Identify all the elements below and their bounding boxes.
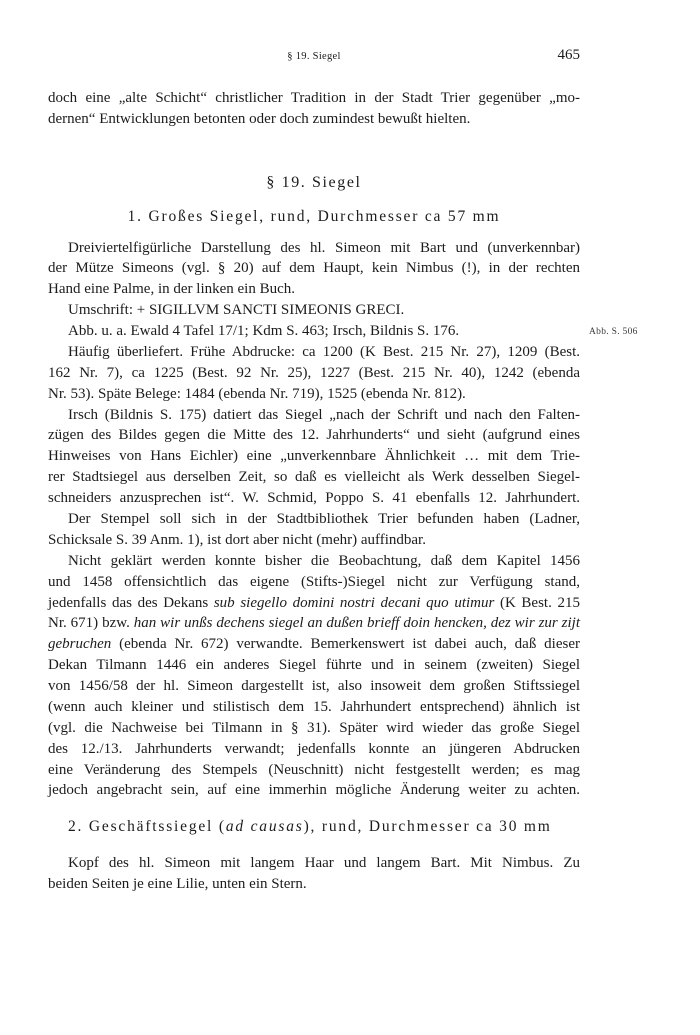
- running-header-title: § 19. Siegel: [287, 51, 341, 62]
- heading-italic: ad causas: [225, 818, 304, 835]
- seal1-line: Häufig überliefert. Frühe Abdrucke: ca 1200 (K Best. 215 Nr. 27), 1209 (Best.: [68, 343, 580, 360]
- seal1-line: zügen des Bildes gegen die Mitte des 12. Jahrhunderts“ und sieht (aufgrund eines: [48, 427, 580, 444]
- margin-note: Abb. S. 506: [589, 327, 638, 337]
- seal1-line: Irsch (Bildnis S. 175) datiert das Siegel „nach der Schrift und nach den Falten-: [68, 406, 580, 423]
- seal1-line: Umschrift: + SIGILLVM SANCTI SIMEONIS GRECI.: [68, 302, 405, 319]
- seal2-heading: [68, 816, 552, 838]
- seal1-line: Dreiviertelfigürliche Darstellung des hl. Simeon mit Bart und (unverkennbar): [68, 239, 580, 256]
- seal1-line: (vgl. die Nachweise bei Tilmann in § 31). Später wird wieder das große Siegel: [48, 719, 580, 736]
- seal1-line: Der Stempel soll sich in der Stadtbibliothek Trier befunden haben (Ladner,: [68, 510, 580, 527]
- seal1-line: des 12./13. Jahrhunderts verwandt; jedenfalls konnte an jüngeren Abdrucken: [48, 740, 580, 757]
- section-heading: § 19. Siegel: [266, 174, 362, 191]
- line-text: (K Best. 215: [494, 594, 580, 611]
- seal1-line: Nicht geklärt werden konnte bisher die Beobachtung, daß dem Kapitel 1456: [68, 552, 580, 569]
- seal1-line: Abb. u. a. Ewald 4 Tafel 17/1; Kdm S. 463; Irsch, Bildnis S. 176.: [68, 323, 460, 339]
- seal1-line: schneiders anzusprechen ist“. W. Schmid, Poppo S. 41 ebenfalls 12. Jahrhundert.: [48, 490, 580, 507]
- seal1-line: Hinweises von Hans Eichler) eine „unverkennbare Ähnlichkeit … mit dem Trie-: [48, 448, 580, 465]
- line-text: Nr. 671) bzw.: [48, 615, 134, 632]
- seal1-heading: 1. Großes Siegel, rund, Durchmesser ca 57 mm: [127, 208, 501, 225]
- intro-line: doch eine „alte Schicht“ christlicher Tradition in der Stadt Trier gegenüber „mo-: [48, 89, 580, 106]
- seal1-line: Schicksale S. 39 Anm. 1), ist dort aber nicht (mehr) auffindbar.: [48, 531, 426, 548]
- german-quotation: han wir unßs dechens siegel an dußen brieff doin hencken, dez wir zur zijt: [133, 615, 581, 632]
- seal1-line: [48, 634, 580, 655]
- seal1-line: rer Stadtsiegel aus derselben Zeit, so daß es vielleicht als Werk desselben Siegel-: [48, 469, 580, 486]
- seal1-line: und 1458 offensichtlich das eigene (Stifts-)Siegel nicht zur Verfügung stand,: [48, 573, 580, 590]
- seal1-line: von 1456/58 der hl. Simeon dargestellt ist, also insoweit dem großen Stiftssiegel: [48, 678, 580, 694]
- german-quotation: gebruchen: [48, 636, 112, 653]
- latin-quotation: sub siegello domini nostri decani quo utimur: [213, 594, 495, 611]
- seal1-line: [48, 613, 580, 634]
- page-number: 465: [557, 47, 580, 63]
- seal1-line: Dekan Tilmann 1446 ein anderes Siegel führte und in seinem (zweiten) Siegel: [48, 657, 580, 674]
- seal1-line: (wenn auch kleiner und stilistisch dem 15. Jahrhundert entsprechend) ähnlich ist: [48, 698, 580, 715]
- line-text: jedenfalls das des Dekans: [48, 594, 214, 611]
- seal1-line: der Mütze Simeons (vgl. § 20) auf dem Haupt, kein Nimbus (!), in der rechten: [48, 260, 580, 277]
- line-text: (ebenda Nr. 672) verwandte. Bemerkenswert ist dabei auch, daß dieser: [111, 636, 580, 653]
- seal2-line: beiden Seiten je eine Lilie, unten ein Stern.: [48, 875, 307, 892]
- seal1-line: 162 Nr. 7), ca 1225 (Best. 92 Nr. 25), 1227 (Best. 215 Nr. 40), 1242 (ebenda: [48, 364, 580, 381]
- seal1-line: Hand eine Palme, in der linken ein Buch.: [48, 281, 296, 298]
- seal1-line: Nr. 53). Späte Belege: 1484 (ebenda Nr. 719), 1525 (ebenda Nr. 812).: [48, 385, 466, 402]
- seal2-line: Kopf des hl. Simeon mit langem Haar und langem Bart. Mit Nimbus. Zu: [68, 854, 580, 871]
- seal1-line: [48, 593, 580, 614]
- heading-text: 2. Geschäftssiegel (: [68, 818, 226, 835]
- intro-line: dernen“ Entwicklungen betonten oder doch zumindest bewußt hielten.: [48, 110, 471, 127]
- seal1-line: jedoch angebracht sein, auf eine immerhin mögliche Änderung weiter zu achten.: [48, 782, 580, 799]
- heading-text: ), rund, Durchmesser ca 30 mm: [303, 818, 552, 835]
- seal1-line: eine Veränderung des Stempels (Neuschnitt) nicht festgestellt werden; es mag: [48, 761, 580, 778]
